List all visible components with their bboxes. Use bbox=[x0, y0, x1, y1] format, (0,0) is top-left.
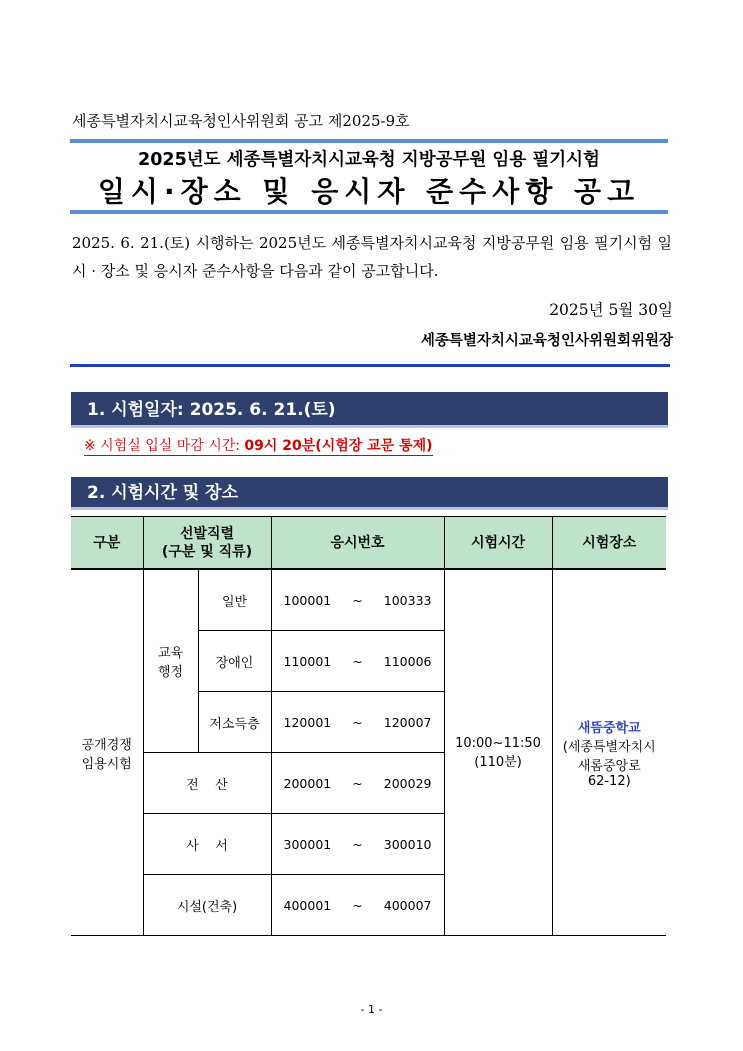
exam-number-cell bbox=[271, 631, 444, 692]
category-line1: 공개경쟁 bbox=[81, 737, 132, 753]
range-from: 300001 bbox=[283, 836, 332, 852]
range-sep: ~ bbox=[352, 653, 363, 669]
notice-date: 2025년 5월 30일 bbox=[549, 301, 673, 319]
intro-paragraph: 2025. 6. 21.(토) 시행하는 2025년도 세종특별자치시교육청 지방공무원 임용 필기시험 일시 · 장소 및 응시자 준수사항을 다음과 같이 공고합니다. bbox=[72, 234, 672, 280]
title-rule-top bbox=[70, 139, 668, 143]
address-line3: 62-12) bbox=[587, 773, 631, 789]
position-cell: 저소득층 bbox=[198, 692, 271, 753]
section-2-heading: 2. 시험시간 및 장소 bbox=[71, 477, 668, 510]
exam-number-cell bbox=[271, 569, 444, 631]
range-from: 110001 bbox=[283, 653, 332, 669]
header-exam-time: 시험시간 bbox=[444, 517, 552, 570]
header-position bbox=[143, 517, 271, 570]
header-position-line2: (구분 및 직류) bbox=[161, 543, 253, 560]
position-cell: 전 산 bbox=[143, 753, 271, 814]
range-sep: ~ bbox=[352, 592, 363, 608]
section-separator bbox=[70, 364, 670, 367]
deadline-emphasis: 09시 20분(시험장 교문 통제) bbox=[244, 438, 433, 454]
signer: 세종특별자치시교육청인사위원회위원장 bbox=[420, 333, 673, 349]
position-cell: 사 서 bbox=[143, 814, 271, 875]
address-line2: 새롬중앙로 bbox=[577, 758, 641, 774]
range-sep: ~ bbox=[352, 836, 363, 852]
range-to: 300010 bbox=[383, 836, 432, 852]
exam-number-cell bbox=[271, 753, 444, 814]
range-from: 200001 bbox=[283, 775, 332, 791]
title-rule-bottom bbox=[70, 210, 668, 214]
range-to: 200029 bbox=[383, 775, 432, 791]
range-to: 110006 bbox=[383, 653, 432, 669]
exam-number-cell bbox=[271, 814, 444, 875]
entry-deadline-note bbox=[84, 437, 433, 456]
time-line2: (110분) bbox=[474, 754, 522, 770]
exam-number-cell bbox=[271, 692, 444, 753]
exam-place-cell bbox=[552, 569, 666, 936]
exam-number-cell bbox=[271, 875, 444, 936]
exam-time-cell bbox=[444, 569, 552, 936]
header-category: 구분 bbox=[71, 517, 143, 570]
address-line1: (세종특별자치시 bbox=[562, 739, 656, 755]
position-cell: 일반 bbox=[198, 569, 271, 631]
range-sep: ~ bbox=[352, 775, 363, 791]
header-position-line1: 선발직렬 bbox=[179, 525, 235, 542]
range-from: 120001 bbox=[283, 714, 332, 730]
group-line1: 교육 bbox=[157, 646, 184, 661]
title-line-1: 2025년도 세종특별자치시교육청 지방공무원 임용 필기시험 bbox=[138, 150, 600, 170]
position-cell: 시설(건축) bbox=[143, 875, 271, 936]
category-cell bbox=[71, 569, 143, 936]
group-cell bbox=[143, 569, 198, 753]
range-to: 100333 bbox=[383, 592, 432, 608]
range-from: 100001 bbox=[283, 592, 332, 608]
group-line2: 행정 bbox=[157, 665, 184, 680]
school-name: 새뜸중학교 bbox=[577, 720, 641, 736]
range-to: 400007 bbox=[383, 897, 432, 913]
time-line1: 10:00~11:50 bbox=[455, 735, 541, 751]
position-cell: 장애인 bbox=[198, 631, 271, 692]
table-row bbox=[71, 569, 666, 631]
title-line-2: 일시·장소 및 응시자 준수사항 공고 bbox=[97, 175, 641, 208]
range-sep: ~ bbox=[352, 897, 363, 913]
exam-schedule-table bbox=[71, 516, 666, 936]
range-sep: ~ bbox=[352, 714, 363, 730]
range-from: 400001 bbox=[283, 897, 332, 913]
header-exam-number: 응시번호 bbox=[271, 517, 444, 570]
page-number: - 1 - bbox=[360, 1003, 383, 1016]
notice-number: 세종특별자치시교육청인사위원회 공고 제2025-9호 bbox=[72, 112, 410, 130]
section-1-heading: 1. 시험일자: 2025. 6. 21.(토) bbox=[71, 392, 668, 428]
range-to: 120007 bbox=[383, 714, 432, 730]
category-line2: 임용시험 bbox=[81, 756, 132, 772]
deadline-prefix: ※ 시험실 입실 마감 시간: bbox=[84, 438, 245, 454]
header-exam-place: 시험장소 bbox=[552, 517, 666, 570]
